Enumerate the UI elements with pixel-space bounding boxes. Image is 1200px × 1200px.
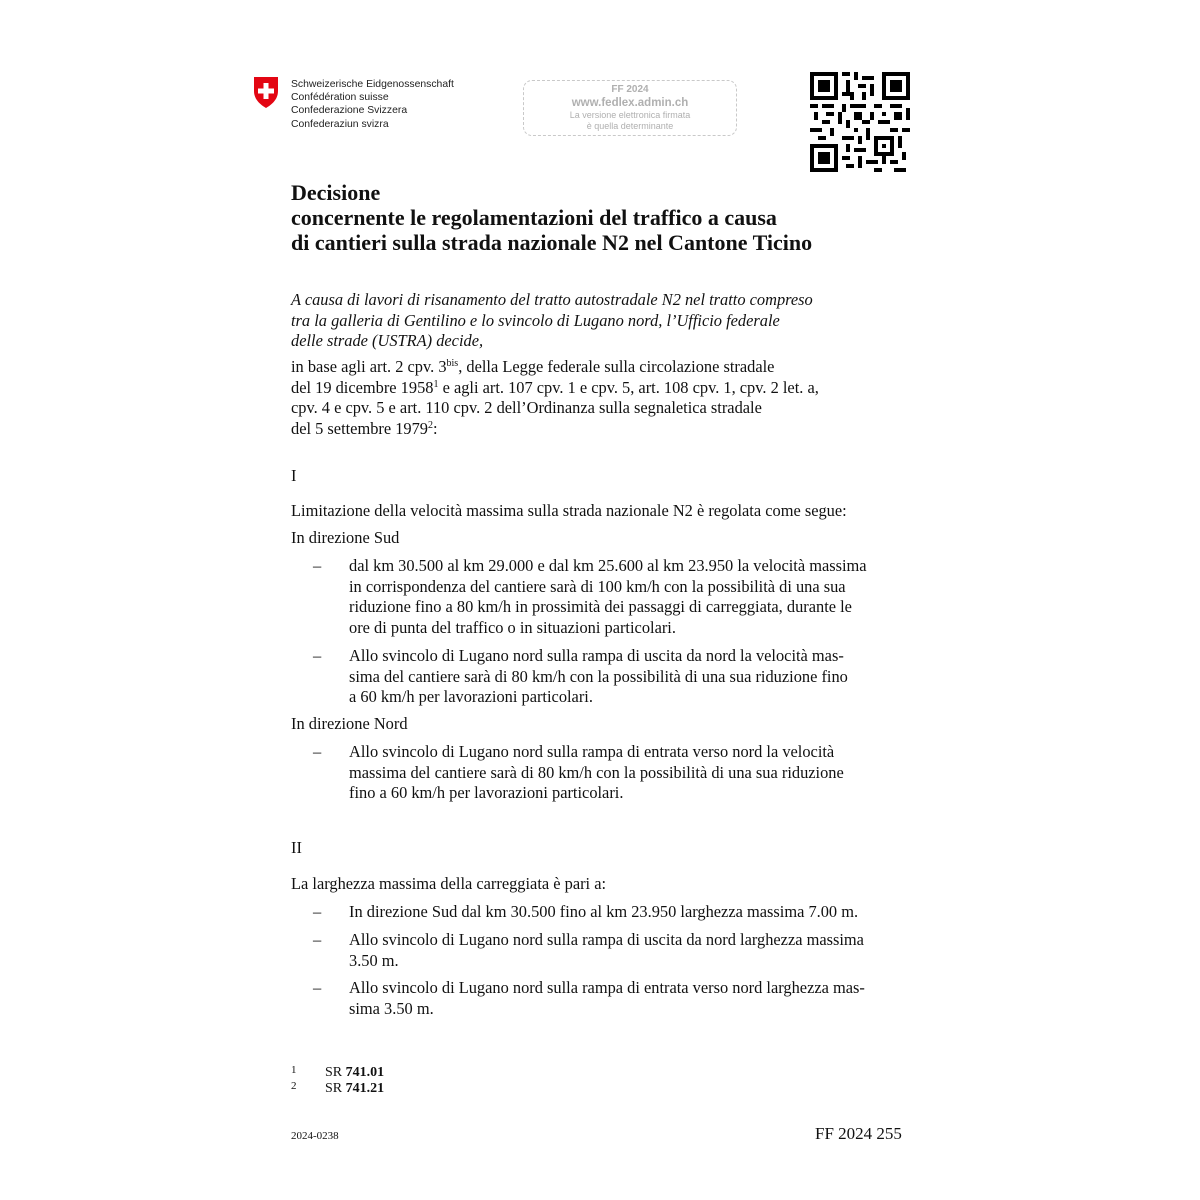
qr-code-icon[interactable] <box>810 72 910 172</box>
basis-line: del 19 dicembre 1958$^1$ e agli art. 107 cpv. 1 e cpv. 5, art. 108 cpv. 1, cpv. 2 let. a, <box>291 377 819 397</box>
stamp-issue: FF 2024 <box>611 84 649 95</box>
footnote-number: 2 <box>291 1080 297 1092</box>
bullet-dash: – <box>313 742 322 761</box>
legal-basis <box>291 357 819 439</box>
bullet-dash: – <box>313 646 322 665</box>
footnote-number: 1 <box>291 1064 297 1076</box>
swiss-emblem-icon <box>252 76 280 109</box>
section-2-lead: La larghezza massima della carreggiata è pari a: <box>291 874 607 893</box>
bullet-dash: – <box>313 556 322 575</box>
bullet-dash: – <box>313 902 322 921</box>
footnote-superscript: bis <box>446 358 459 369</box>
basis-line: cpv. 4 e cpv. 5 e art. 110 cpv. 2 dell’Ordinanza sulla segnaletica stradale <box>291 398 762 417</box>
page-title <box>291 180 812 255</box>
confed-line: Confédération suisse <box>291 92 389 104</box>
section-heading-1: I <box>291 466 297 485</box>
footnote-ref-1[interactable]: 1 <box>433 378 439 390</box>
direction-north-heading: In direzione Nord <box>291 714 408 733</box>
section-heading-2: II <box>291 838 302 857</box>
preamble-line: delle strade (USTRA) decide, <box>291 331 484 350</box>
title-line: concernente le regolamentazioni del traffico a causa <box>291 205 777 230</box>
footnote-link[interactable]: 741.21 <box>345 1081 385 1096</box>
confed-line: Schweizerische Eidgenossenschaft <box>291 79 454 90</box>
footnote-link[interactable]: 741.01 <box>345 1065 385 1080</box>
preamble <box>291 290 911 352</box>
direction-south-heading: In direzione Sud <box>291 528 400 547</box>
section-1-lead: Limitazione della velocità massima sulla strada nazionale N2 è regolata come segue: <box>291 501 847 520</box>
title-line: di cantieri sulla strada nazionale N2 nel Cantone Ticino <box>291 230 813 255</box>
bullet-dash: – <box>313 930 322 949</box>
title-line: Decisione <box>291 180 381 205</box>
basis-line: del 5 settembre 1979$^2$: <box>291 418 438 438</box>
preamble-line: A causa di lavori di risanamento del tratto autostradale N2 nel tratto compreso <box>291 290 813 309</box>
stamp-note-1: La versione elettronica firmata <box>569 110 691 120</box>
electronic-signature-stamp <box>523 80 737 136</box>
document-id: 2024-0238 <box>291 1130 339 1142</box>
basis-line: in base agli art. 2 cpv. $3^{bis}$, della Legge federale sulla circolazione stradale <box>291 357 775 376</box>
page-reference: FF 2024 255 <box>815 1124 902 1143</box>
stamp-url[interactable]: www.fedlex.admin.ch <box>571 97 689 109</box>
footnote-ref-2[interactable]: 2 <box>428 419 434 431</box>
confed-line: Confederazione Svizzera <box>291 105 408 117</box>
bullet-dash: – <box>313 978 322 997</box>
stamp-note-2: è quella determinante <box>586 121 674 131</box>
confed-line: Confederaziun svizra <box>291 118 389 130</box>
preamble-line: tra la galleria di Gentilino e lo svincolo di Lugano nord, l’Ufficio federale <box>291 310 780 330</box>
confederation-names <box>291 78 454 131</box>
